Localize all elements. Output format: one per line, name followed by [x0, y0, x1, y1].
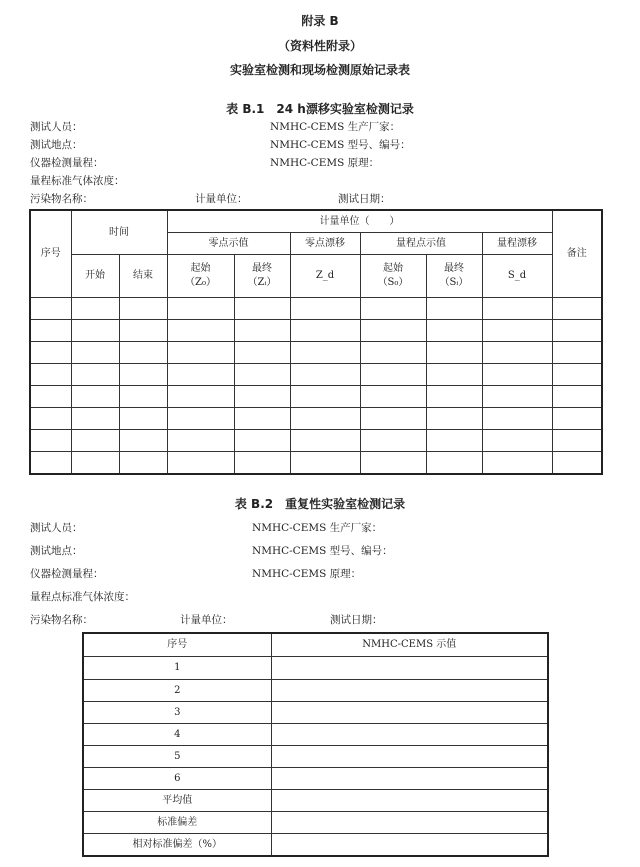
empty-cell	[271, 680, 548, 702]
table-row	[30, 430, 602, 452]
span-reading-header: 量程点示值	[360, 233, 482, 255]
t1-range-label: 仪器检测量程：	[30, 157, 104, 169]
table-row	[30, 386, 602, 408]
t1-site-label: 测试地点：	[30, 139, 83, 151]
t1-manufacturer-label: NMHC-CEMS 生产厂家：	[270, 121, 401, 133]
empty-cell	[30, 342, 71, 364]
empty-cell	[71, 342, 119, 364]
empty-cell	[234, 430, 290, 452]
empty-cell	[290, 386, 360, 408]
t2-manufacturer-label: NMHC-CEMS 生产厂家：	[252, 522, 383, 534]
empty-cell	[71, 430, 119, 452]
empty-cell	[426, 452, 482, 475]
repeatability-record-table	[82, 632, 549, 857]
empty-cell	[271, 790, 548, 812]
empty-cell	[119, 386, 167, 408]
span-initial-header	[360, 255, 426, 298]
empty-cell	[30, 320, 71, 342]
t2-pollutant-label: 污染物名称：	[30, 614, 93, 626]
empty-cell	[271, 768, 548, 790]
table2-caption: 表 B.2 重复性实验室检测记录	[234, 497, 406, 511]
table-row	[83, 746, 548, 768]
empty-cell	[271, 834, 548, 857]
t1-date-label: 测试日期：	[338, 193, 391, 205]
empty-cell	[71, 364, 119, 386]
table-row	[83, 702, 548, 724]
t2-unit-label: 计量单位：	[180, 614, 233, 626]
empty-cell	[482, 452, 552, 475]
empty-cell	[271, 812, 548, 834]
t1-pollutant-label: 污染物名称：	[30, 193, 93, 205]
zero-final-header	[234, 255, 290, 298]
row-label: 4	[83, 724, 271, 746]
empty-cell	[167, 386, 234, 408]
s0-label: （S₀）	[377, 277, 409, 288]
row-label: 2	[83, 680, 271, 702]
empty-cell	[426, 430, 482, 452]
empty-cell	[234, 342, 290, 364]
empty-cell	[552, 430, 602, 452]
empty-cell	[552, 342, 602, 364]
empty-cell	[360, 320, 426, 342]
empty-cell	[552, 364, 602, 386]
empty-cell	[271, 702, 548, 724]
empty-cell	[119, 452, 167, 475]
table-row	[83, 812, 548, 834]
empty-cell	[426, 408, 482, 430]
t2-reading-header: NMHC-CEMS 示值	[271, 633, 548, 657]
time-header: 时间	[71, 210, 167, 255]
table-row	[83, 790, 548, 812]
zero-final-label: 最终	[252, 263, 272, 274]
table-row	[30, 408, 602, 430]
empty-cell	[119, 364, 167, 386]
empty-cell	[119, 408, 167, 430]
empty-cell	[482, 298, 552, 320]
row-label: 1	[83, 657, 271, 680]
empty-cell	[482, 408, 552, 430]
t2-seq-header: 序号	[83, 633, 271, 657]
table-row	[30, 298, 602, 320]
empty-cell	[234, 320, 290, 342]
empty-cell	[426, 386, 482, 408]
empty-cell	[30, 408, 71, 430]
empty-cell	[482, 386, 552, 408]
empty-cell	[234, 452, 290, 475]
table-row	[83, 657, 548, 680]
empty-cell	[360, 298, 426, 320]
empty-cell	[426, 298, 482, 320]
t2-site-label: 测试地点：	[30, 545, 83, 557]
table-row	[30, 452, 602, 475]
zi-label: （Zᵢ）	[247, 277, 277, 288]
empty-cell	[290, 452, 360, 475]
empty-cell	[426, 364, 482, 386]
empty-cell	[271, 746, 548, 768]
drift-record-body	[30, 298, 602, 475]
t2-range-label: 仪器检测量程：	[30, 568, 104, 580]
table-row	[83, 768, 548, 790]
empty-cell	[290, 342, 360, 364]
span-initial-label: 起始	[383, 263, 403, 274]
table-row	[30, 320, 602, 342]
start-header: 开始	[71, 255, 119, 298]
empty-cell	[30, 430, 71, 452]
appendix-heading: 实验室检测和现场检测原始记录表	[229, 63, 410, 77]
empty-cell	[360, 430, 426, 452]
t1-span-gas-label: 量程标准气体浓度：	[30, 175, 125, 187]
zero-initial-label: 起始	[190, 263, 211, 274]
empty-cell	[167, 320, 234, 342]
table-row	[83, 834, 548, 857]
empty-cell	[30, 386, 71, 408]
empty-cell	[552, 298, 602, 320]
empty-cell	[119, 430, 167, 452]
empty-cell	[167, 298, 234, 320]
empty-cell	[119, 342, 167, 364]
row-label: 相对标准偏差（%）	[83, 834, 271, 857]
empty-cell	[290, 408, 360, 430]
empty-cell	[167, 408, 234, 430]
empty-cell	[71, 386, 119, 408]
empty-cell	[30, 452, 71, 475]
row-label: 标准偏差	[83, 812, 271, 834]
empty-cell	[30, 364, 71, 386]
empty-cell	[290, 320, 360, 342]
zero-initial-header	[167, 255, 234, 298]
empty-cell	[482, 342, 552, 364]
empty-cell	[552, 452, 602, 475]
empty-cell	[426, 320, 482, 342]
empty-cell	[30, 298, 71, 320]
t2-principle-label: NMHC-CEMS 原理：	[252, 568, 362, 580]
zero-drift-header: 零点漂移	[290, 233, 360, 255]
empty-cell	[167, 452, 234, 475]
span-final-header	[426, 255, 482, 298]
empty-cell	[119, 320, 167, 342]
row-label: 6	[83, 768, 271, 790]
empty-cell	[360, 386, 426, 408]
appendix-title: 附录 B	[301, 14, 339, 28]
t1-model-label: NMHC-CEMS 型号、编号：	[270, 139, 411, 151]
z0-label: （Z₀）	[185, 277, 216, 288]
seq-header: 序号	[30, 210, 71, 298]
t1-principle-label: NMHC-CEMS 原理：	[270, 157, 380, 169]
empty-cell	[426, 342, 482, 364]
empty-cell	[167, 364, 234, 386]
empty-cell	[271, 657, 548, 680]
table-row	[30, 342, 602, 364]
empty-cell	[271, 724, 548, 746]
t2-date-label: 测试日期：	[330, 614, 383, 626]
empty-cell	[360, 452, 426, 475]
si-label: （Sᵢ）	[439, 277, 469, 288]
empty-cell	[482, 430, 552, 452]
table-row	[30, 364, 602, 386]
empty-cell	[71, 298, 119, 320]
empty-cell	[119, 298, 167, 320]
repeatability-record-body	[83, 657, 548, 857]
table-row	[83, 724, 548, 746]
t2-span-gas-label: 量程点标准气体浓度：	[30, 591, 135, 603]
empty-cell	[290, 298, 360, 320]
empty-cell	[234, 408, 290, 430]
t1-tester-label: 测试人员：	[30, 121, 83, 133]
row-label: 3	[83, 702, 271, 724]
appendix-subtitle: （资料性附录）	[277, 39, 362, 53]
t2-model-label: NMHC-CEMS 型号、编号：	[252, 545, 393, 557]
empty-cell	[360, 342, 426, 364]
empty-cell	[234, 364, 290, 386]
table1-caption: 表 B.1 24 h漂移实验室检测记录	[226, 102, 414, 116]
zd-header: Z_d	[290, 255, 360, 298]
empty-cell	[290, 364, 360, 386]
end-header: 结束	[119, 255, 167, 298]
empty-cell	[234, 386, 290, 408]
t2-tester-label: 测试人员：	[30, 522, 83, 534]
empty-cell	[71, 320, 119, 342]
drift-record-table	[29, 209, 603, 475]
row-label: 平均值	[83, 790, 271, 812]
empty-cell	[552, 386, 602, 408]
t1-unit-label: 计量单位：	[195, 193, 248, 205]
empty-cell	[360, 364, 426, 386]
empty-cell	[290, 430, 360, 452]
empty-cell	[552, 320, 602, 342]
remark-header: 备注	[552, 210, 602, 298]
empty-cell	[552, 408, 602, 430]
unit-header: 计量单位（ ）	[167, 210, 552, 233]
table-row	[83, 680, 548, 702]
empty-cell	[234, 298, 290, 320]
span-final-label: 最终	[444, 263, 464, 274]
row-label: 5	[83, 746, 271, 768]
empty-cell	[482, 364, 552, 386]
empty-cell	[71, 452, 119, 475]
empty-cell	[71, 408, 119, 430]
sd-header: S_d	[482, 255, 552, 298]
empty-cell	[167, 342, 234, 364]
zero-reading-header: 零点示值	[167, 233, 290, 255]
empty-cell	[167, 430, 234, 452]
span-drift-header: 量程漂移	[482, 233, 552, 255]
empty-cell	[482, 320, 552, 342]
empty-cell	[360, 408, 426, 430]
